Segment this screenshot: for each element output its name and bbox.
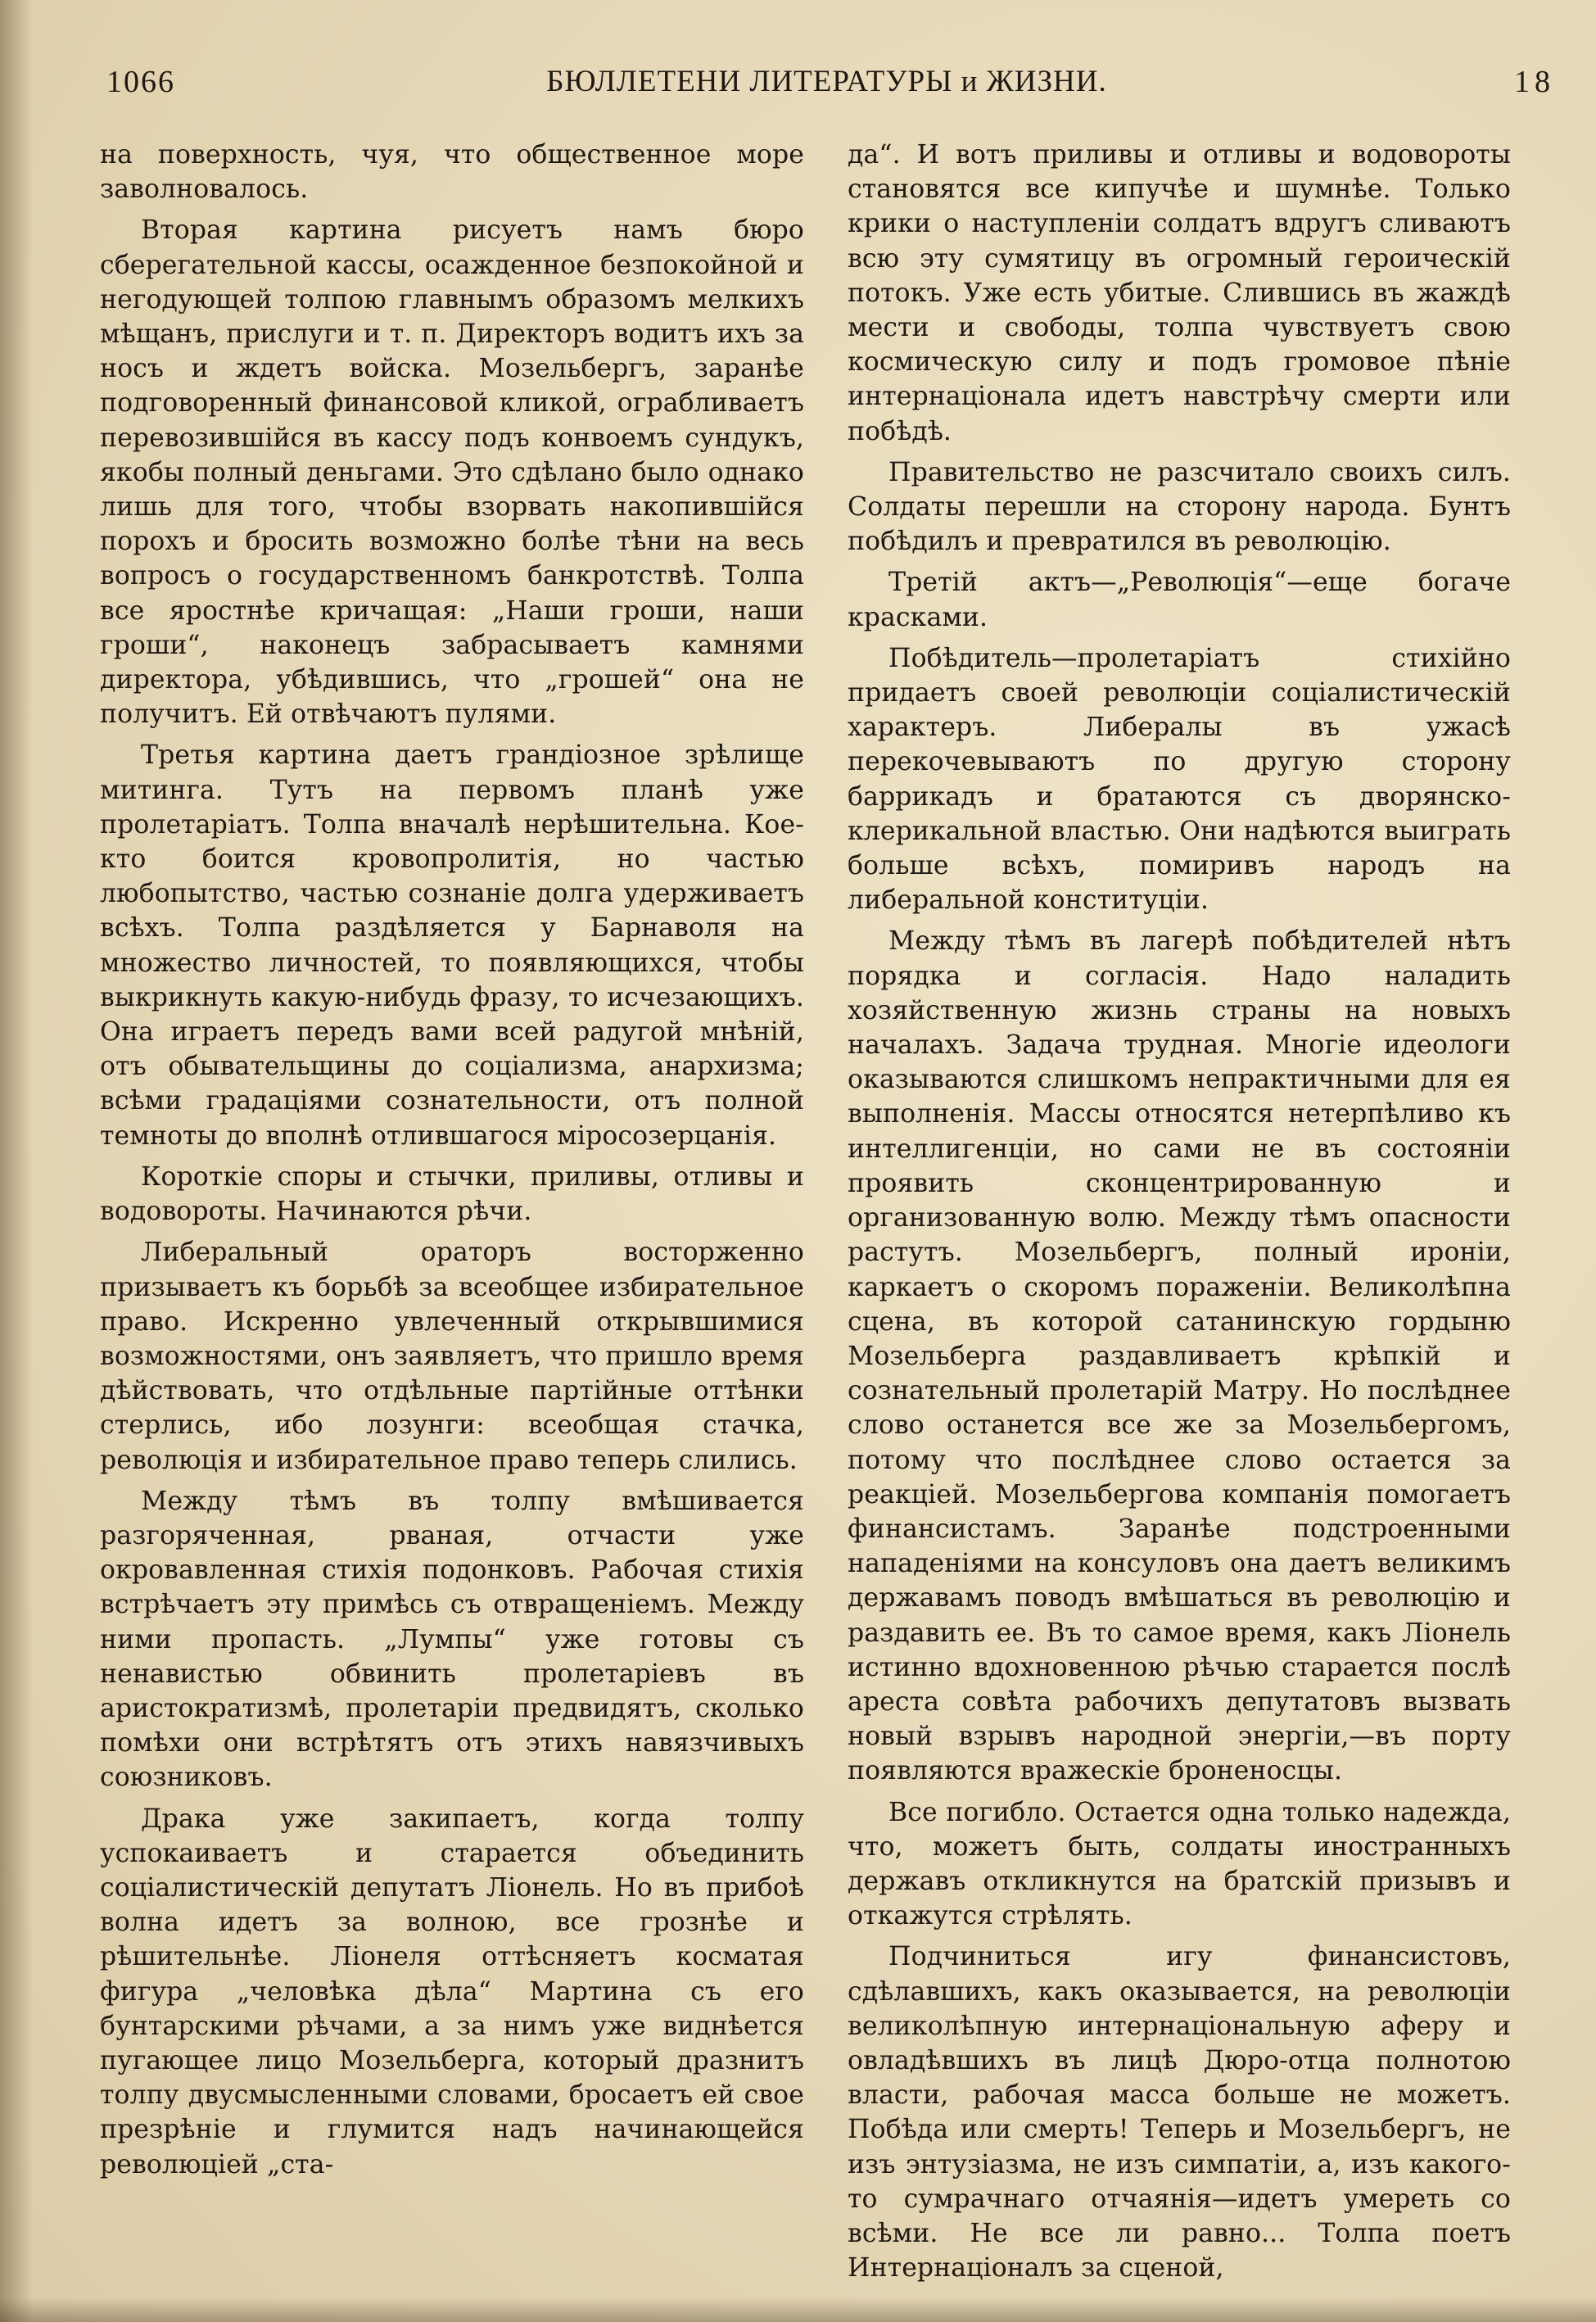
paragraph: Короткiе споры и стычки, приливы, отливы и водовороты. Начинаются рѣчи. (100, 1161, 804, 1227)
paragraph: Между тѣмъ въ толпу вмѣшивается разгоряченная, рваная, отчасти уже окровавленная стихiя подонковъ. Рабочая стихiя встрѣчаетъ эту примѣсь съ отвращенiемъ. Между ними пропасть. „Лумпы“ уже готовы съ ненавистью обвинить пролетарiевъ въ аристократизмѣ, пролетарiи предвидятъ, сколько помѣхи они встрѣтятъ отъ этихъ навязчивыхъ союзниковъ. (100, 1486, 804, 1793)
paragraph: Между тѣмъ въ лагерѣ побѣдителей нѣтъ порядка и согласiя. Надо наладить хозяйственную жизнь страны на новыхъ началахъ. Задача трудная. Многiе идеологи оказываются слишкомъ непрактичными для ея выполненiя. Массы относятся нетерпѣливо къ интеллигенцiи, но сами не въ состоянiи проявить сконцентрированную и организованную волю. Между тѣмъ опасности растутъ. Мозельбергъ, полный иронiи, каркаетъ о скоромъ пораженiи. Великолѣпна сцена, въ которой сатанинскую гордыню Мозельберга раздавливаетъ крѣпкiй и сознательный пролетарiй Матру. Но послѣднее слово останется все же за Мозельбергомъ, потому что послѣднее слово остается за реакцiей. Мозельбергова компанiя помогаетъ финансистамъ. Заранѣе подстроенными нападенiями на консуловъ она даетъ великимъ державамъ поводъ вмѣшаться въ революцiю и раздавить ее. Въ то самое время, какъ Лiонель истинно вдохновенною рѣчью старается послѣ ареста совѣта рабочихъ депутатовъ вызвать новый взрывъ народной энергiи,—въ порту появляются вражескiе броненосцы. (848, 926, 1511, 1786)
paragraph: Третья картина даетъ грандiозное зрѣлище митинга. Тутъ на первомъ планѣ уже пролетарiатъ. Толпа вначалѣ нерѣшительна. Кое-кто боится кровопролитiя, но частью любопытство, частью сознанiе долга удерживаетъ всѣхъ. Толпа раздѣляется у Барнаволя на множество личностей, то появляющихся, чтобы выкрикнуть какую-нибудь фразу, то исчезающихъ. Она играетъ передъ вами всей радугой мнѣнiй, отъ обывательщины до соцiализма, анархизма; всѣми градацiями сознательности, отъ полной темноты до вполнѣ отлившагося мiросозерцанiя. (100, 740, 804, 1151)
binding-shadow (0, 0, 33, 2322)
paragraph: Подчиниться игу финансистовъ, сдѣлавшихъ, какъ оказывается, на революцiи великолѣпную интернацiональную аферу и овладѣвшихъ въ лицѣ Дюро-отца полнотою власти, рабочая масса больше не можетъ. Побѣда или смерть! Теперь и Мозельбергъ, не изъ энтузiазма, не изъ симпатiи, а, изъ какого-то сумрачнаго отчаянiя—идетъ умереть со всѣми. Не все ли равно... Толпа поетъ Интернацiоналъ за сценой, (848, 1942, 1511, 2284)
paragraph: Драка уже закипаетъ, когда толпу успокаиваетъ и старается объединить соцiалистическiй депутатъ Лiонель. Но въ прибоѣ волна идетъ за волною, все грознѣе и рѣшительнѣе. Лiонеля оттѣсняетъ косматая фигура „человѣка дѣла“ Мартина съ его бунтарскими рѣчами, а за нимъ уже виднѣется пугающее лицо Мозельберга, который дразнитъ толпу двусмысленными словами, бросаетъ ей свое презрѣнiе и глумится надъ начинающейся революцiей „ста- (100, 1804, 804, 2179)
page-edge-shadow (0, 2297, 1596, 2322)
paragraph: да“. И вотъ приливы и отливы и водовороты становятся все кипучѣе и шумнѣе. Только крики о наступленiи солдатъ вдругъ сливаютъ всю эту сумятицу въ огромный героическiй потокъ. Уже есть убитые. Слившись въ жаждѣ мести и свободы, толпа чувствуетъ свою космическую силу и подъ громовое пѣнiе интернацiонала идетъ навстрѣчу смерти или побѣдѣ. (848, 140, 1511, 446)
paragraph: Правительство не разсчитало своихъ силъ. Солдаты перешли на сторону народа. Бунтъ побѣдилъ и превратился въ революцiю. (848, 457, 1511, 557)
page-number: 1066 (106, 65, 175, 99)
paragraph: Либеральный ораторъ восторженно призываетъ къ борьбѣ за всеобщее избирательное право. Искренно увлеченный открывшимися возможностями, онъ заявляетъ, что пришло время дѣйствовать, что отдѣльные партiйные оттѣнки стерлись, ибо лозунги: всеобщая стачка, революцiя и избирательное право теперь слились. (100, 1238, 804, 1475)
paragraph: на поверхность, чуя, что общественное море заволновалось. (100, 140, 804, 205)
paragraph: Все погибло. Остается одна только надежда, что, можетъ быть, солдаты иностранныхъ державъ откликнутся на братскiй призывъ и откажутся стрѣлять. (848, 1797, 1511, 1931)
issue-number: 18 (1514, 65, 1555, 99)
journal-title: БЮЛЛЕТЕНИ ЛИТЕРАТУРЫ и ЖИЗНИ. (546, 65, 1107, 98)
running-head (98, 64, 1555, 113)
paragraph: Побѣдитель—пролетарiатъ стихiйно придаетъ своей революцiи соцiалистическiй характеръ. Либералы въ ужасѣ перекочевываютъ по другую сторону баррикадъ и братаются съ дворянско-клерикальной властью. Они надѣются выиграть больше всѣхъ, помиривъ народъ на либеральной конституцiи. (848, 643, 1511, 916)
left-column (100, 138, 804, 2188)
right-column (848, 138, 1511, 2292)
paragraph: Вторая картина рисуетъ намъ бюро сберегательной кассы, осажденное безпокойной и негодующей толпою главнымъ образомъ мелкихъ мѣщанъ, прислуги и т. п. Директоръ водитъ ихъ за носъ и ждетъ войска. Мозельбергъ, заранѣе подговоренный финансовой кликой, ограбливаетъ перевозившiйся въ кассу подъ конвоемъ сундукъ, якобы полный деньгами. Это сдѣлано было однако лишь для того, чтобы взорвать накопившiйся порохъ и бросить возможно болѣе тѣни на весь вопросъ о государственномъ банкротствѣ. Толпа все яростнѣе кричащая: „Наши гроши, наши гроши“, наконецъ забрасываетъ камнями директора, убѣдившись, что „грошей“ она не получитъ. Ей отвѣчаютъ пулями. (100, 215, 804, 730)
paragraph: Третiй актъ—„Революцiя“—еще богаче красками. (848, 568, 1511, 632)
